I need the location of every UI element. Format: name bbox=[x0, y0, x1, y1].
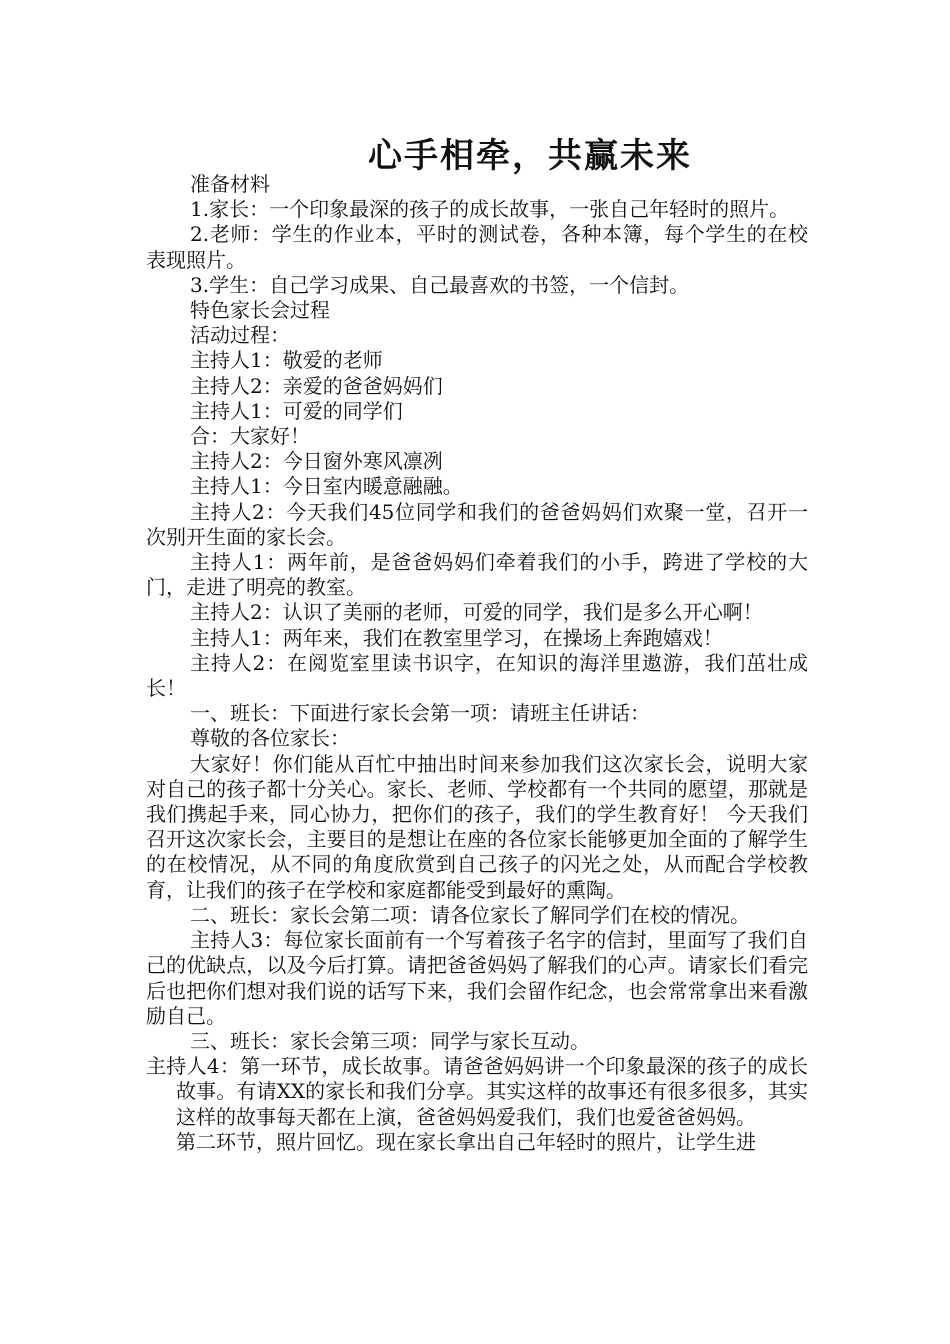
paragraph: 活动过程： bbox=[190, 323, 290, 348]
paragraph: 大家好！你们能从百忙中抽出时间来参加我们这次家长会，说明大家对自己的孩子都十分关心。家长、老师、学校都有一个共同的愿望，那就是我们携起手来，同心协力，把你们的孩子，我们的学生教育好！ 今天我们召开这次家长会，主要目的是想让在座的各位家长能够更加全面的了解学生的在校情况，从不同的角度欣赏到自己孩子的闪光之处，从而配合学校教育，让我们的孩子在学校和家庭都能受到最好的熏陶。 bbox=[146, 751, 808, 902]
paragraph: 三、班长：家长会第三项：同学与家长互动。 bbox=[190, 1028, 590, 1053]
paragraph: 二、班长：家长会第二项：请各位家长了解同学们在校的情况。 bbox=[190, 902, 750, 927]
paragraph: 主持人2：亲爱的爸爸妈妈们 bbox=[190, 373, 443, 398]
paragraph: 1.家长：一个印象最深的孩子的成长故事，一张自己年轻时的照片。 bbox=[190, 197, 790, 222]
paragraph: 尊敬的各位家长： bbox=[190, 726, 350, 751]
paragraph: 第二环节，照片回忆。现在家长拿出自己年轻时的照片，让学生进 bbox=[176, 1129, 756, 1154]
paragraph: 主持人1：两年来，我们在教室里学习，在操场上奔跑嬉戏！ bbox=[190, 625, 723, 650]
paragraph: 主持人4：第一环节，成长故事。请爸爸妈妈讲一个印象最深的孩子的成长故事。有请XX的家长和我们分享。其实这样的故事还有很多很多，其实这样的故事每天都在上演，爸爸妈妈爱我们，我们也爱爸爸妈妈。 bbox=[146, 1054, 808, 1129]
document-title: 心手相牵，共赢未来 bbox=[368, 136, 692, 176]
paragraph: 3.学生：自己学习成果、自己最喜欢的书签，一个信封。 bbox=[190, 272, 690, 297]
paragraph: 主持人2：在阅览室里读书识字，在知识的海洋里遨游，我们茁壮成长！ bbox=[146, 650, 808, 701]
document-body bbox=[146, 172, 808, 1155]
paragraph: 合：大家好！ bbox=[190, 424, 310, 449]
paragraph: 主持人1：敬爱的老师 bbox=[190, 348, 383, 373]
paragraph: 主持人2：今天我们45位同学和我们的爸爸妈妈们欢聚一堂，召开一次别开生面的家长会。 bbox=[146, 499, 808, 549]
paragraph: 2.老师：学生的作业本，平时的测试卷，各种本簿，每个学生的在校表现照片。 bbox=[146, 222, 808, 272]
paragraph: 主持人1：两年前，是爸爸妈妈们牵着我们的小手，跨进了学校的大门，走进了明亮的教室。 bbox=[146, 550, 808, 600]
paragraph: 主持人2：认识了美丽的老师，可爱的同学，我们是多么开心啊！ bbox=[190, 600, 763, 625]
paragraph: 主持人2：今日窗外寒风凛冽 bbox=[190, 449, 443, 474]
paragraph: 主持人3：每位家长面前有一个写着孩子名字的信封，里面写了我们自己的优缺点，以及今后打算。请把爸爸妈妈了解我们的心声。请家长们看完后也把你们想对我们说的话写下来，我们会留作纪念，也会常常拿出来看激励自己。 bbox=[146, 928, 808, 1028]
paragraph: 主持人1：可爱的同学们 bbox=[190, 398, 403, 423]
paragraph: 准备材料 bbox=[190, 172, 270, 196]
paragraph: 特色家长会过程 bbox=[190, 298, 330, 323]
paragraph: 一、班长：下面进行家长会第一项：请班主任讲话： bbox=[190, 701, 650, 726]
paragraph: 主持人1：今日室内暖意融融。 bbox=[190, 474, 463, 499]
